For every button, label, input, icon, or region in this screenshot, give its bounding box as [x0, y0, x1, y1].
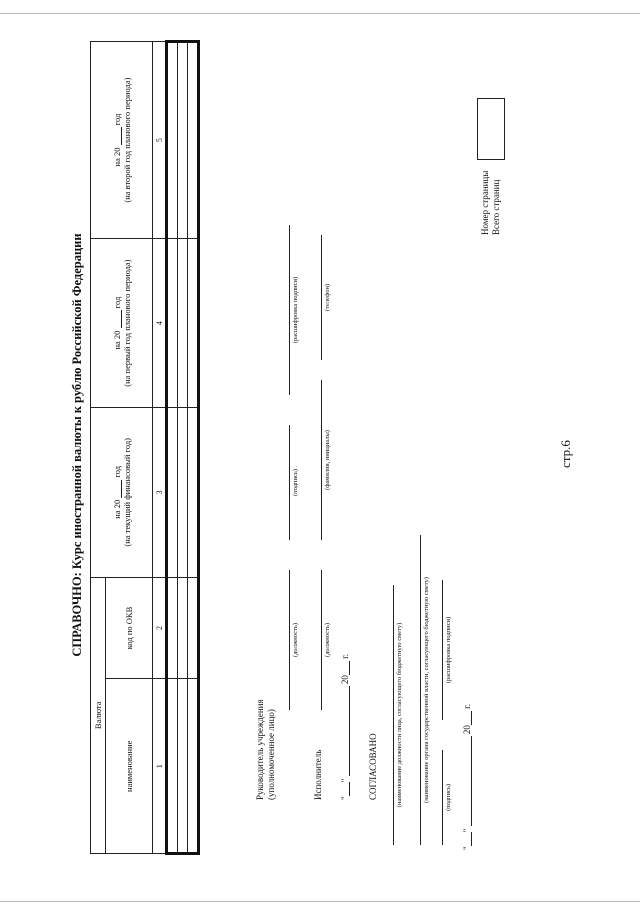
col-number-5: 5 [153, 42, 167, 239]
table-cell[interactable] [167, 42, 178, 239]
executor-phone-line[interactable] [321, 235, 322, 360]
caption-agree-position: (наименование должности лица, согласующего бюджетную смету) [396, 622, 403, 808]
header-current-year: на 20 год (на текущий финансовый год) [91, 408, 153, 577]
executor-date: "" 20 г. [340, 653, 350, 800]
page-number: стр.6 [558, 440, 573, 468]
agree-decoding-line[interactable] [442, 580, 443, 720]
table-row [178, 42, 188, 854]
table-cell[interactable] [178, 679, 188, 854]
caption-signature-2: (подпись) [445, 784, 452, 811]
table-cell[interactable] [167, 239, 178, 408]
caption-position: (должность) [292, 622, 299, 658]
caption-signature: (подпись) [292, 469, 299, 496]
agree-position-line[interactable] [393, 585, 394, 845]
executor-label: Исполнитель [313, 749, 323, 800]
table-cell[interactable] [188, 577, 199, 679]
table-cell[interactable] [178, 239, 188, 408]
rotated-page: СПРАВОЧНО: Курс иностранной валюты к рублю Российской Федерации Валюта на 20 год (на текущий финансовый год) на 20 год (на первый год планового периода) на 20 год (на второй год планового периода) наименование код по ОКВ 1 2 3 4 5 Руководитель учреждения (уполномоченное лицо) (должность) (подпись) (расшифровка подписи) Исполнитель (должность) (фамилия, инициалы) (телефон) "" 20 г. СОГЛАСОВАНО (наименование должности лица, согласующего бюджетную смету) (наименование органа государственной власти, согласующего бюджетную смету) (подпись) (расшифровка подписи) "" 20 г. Номер страницы Всего страниц [0, 0, 640, 905]
table-cell[interactable] [188, 42, 199, 239]
executor-fio-line[interactable] [321, 380, 322, 540]
caption-decoding: (расшифровка подписи) [292, 276, 299, 344]
table-cell[interactable] [167, 408, 178, 577]
table-cell[interactable] [178, 42, 188, 239]
caption-fio: (фамилия, инициалы) [324, 430, 331, 490]
caption-agree-org: (наименование органа государственной власти, согласующего бюджетную смету) [423, 577, 430, 803]
table-cell[interactable] [188, 408, 199, 577]
header-okv-code: код по ОКВ [106, 577, 153, 679]
table-row [167, 42, 178, 854]
col-number-4: 4 [153, 239, 167, 408]
table-cell[interactable] [167, 679, 178, 854]
col-number-3: 3 [153, 408, 167, 577]
caption-decoding-2: (расшифровка подписи) [445, 616, 452, 684]
head-decoding-line[interactable] [289, 225, 290, 395]
head-label: Руководитель учреждения (уполномоченное лицо) [255, 699, 276, 800]
executor-position-line[interactable] [321, 570, 322, 710]
table-cell[interactable] [188, 239, 199, 408]
caption-phone: (телефон) [324, 283, 331, 312]
header-name: наименование [106, 679, 153, 854]
document-title: СПРАВОЧНО: Курс иностранной валюты к рублю Российской Федерации [70, 233, 84, 657]
table-row [188, 42, 199, 854]
agree-signature-line[interactable] [442, 750, 443, 845]
head-signature-line[interactable] [289, 425, 290, 540]
currency-rate-table [90, 40, 200, 855]
caption-position-2: (должность) [324, 622, 331, 658]
header-second-plan-year: на 20 год (на второй год планового периода) [91, 42, 153, 239]
col-number-1: 1 [153, 679, 167, 854]
header-currency: Валюта [91, 577, 106, 853]
col-number-2: 2 [153, 577, 167, 679]
table-cell[interactable] [178, 577, 188, 679]
table-cell[interactable] [167, 577, 178, 679]
table-cell[interactable] [188, 679, 199, 854]
agree-org-line[interactable] [420, 535, 421, 845]
page-count-box[interactable] [477, 98, 505, 160]
head-position-line[interactable] [289, 570, 290, 710]
agreed-label: СОГЛАСОВАНО [368, 733, 378, 800]
table-cell[interactable] [178, 408, 188, 577]
header-first-plan-year: на 20 год (на первый год планового периода) [91, 239, 153, 408]
agreed-date: "" 20 г. [462, 703, 472, 850]
